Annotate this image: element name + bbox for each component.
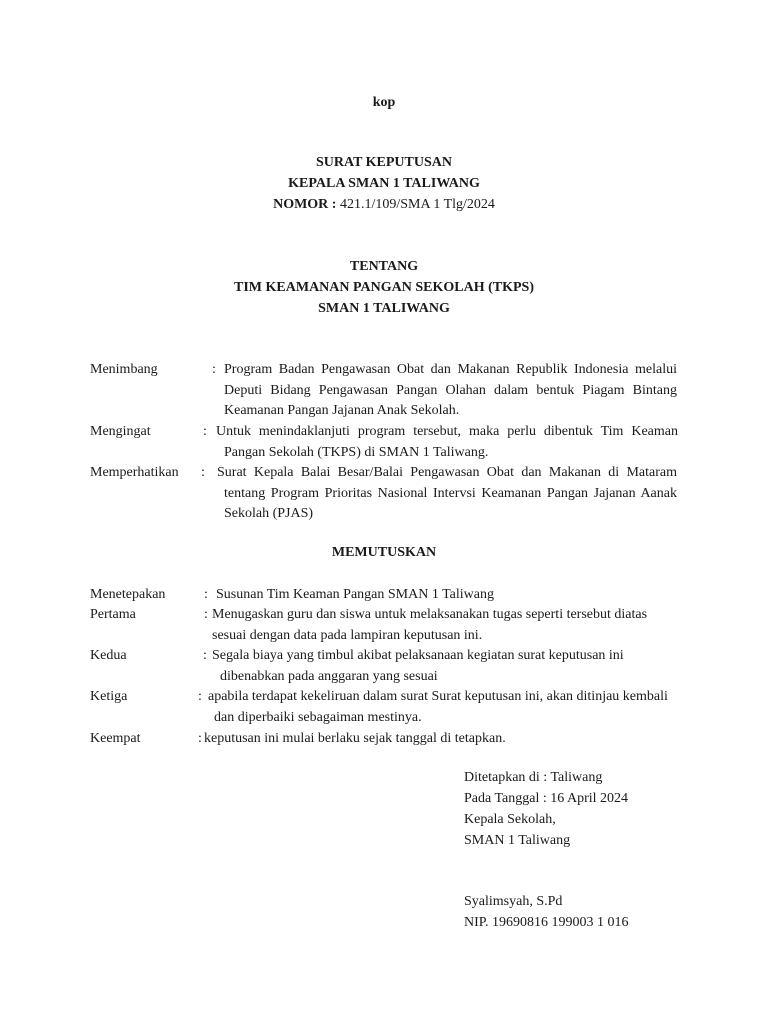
colon: : — [204, 607, 208, 622]
document-number — [0, 195, 768, 215]
document-number-label: NOMOR : — [273, 197, 337, 212]
consideration-label: Menimbang — [90, 362, 158, 377]
consideration-label: Memperhatikan — [90, 465, 179, 480]
document-issuer: KEPALA SMAN 1 TALIWANG — [288, 176, 480, 191]
colon: : — [203, 648, 207, 663]
document-title: SURAT KEPUTUSAN — [315, 155, 452, 170]
decision-label: Kedua — [90, 648, 127, 663]
letterhead-placeholder: kop — [372, 95, 396, 110]
consideration-menimbang — [90, 360, 690, 422]
colon: : — [212, 362, 216, 377]
colon: : — [204, 587, 208, 602]
decision-text: Menugaskan guru dan siswa untuk melaksanakan tugas seperti tersebut diatas sesuai dengan data pada lampiran keputusan ini. — [212, 607, 648, 643]
consideration-mengingat — [90, 422, 690, 463]
consideration-text-body: Untuk menindaklanjuti program tersebut, maka perlu dibentuk Tim Keaman Pangan Sekolah (TKPS) di SMAN 1 Taliwang. — [216, 424, 678, 460]
colon: : — [198, 689, 202, 704]
subject-title: TIM KEAMANAN PANGAN SEKOLAH (TKPS) — [234, 280, 534, 295]
decision-ketiga — [90, 687, 690, 728]
signature-name: Syalimsyah, S.Pd — [464, 894, 563, 909]
decision-label: Keempat — [90, 731, 141, 746]
signature-place: Ditetapkan di : Taliwang — [464, 770, 603, 785]
decision-menetapkan — [90, 585, 690, 606]
signature-institution: SMAN 1 Taliwang — [464, 833, 571, 848]
decision-kedua — [90, 646, 690, 687]
decision-text: Segala biaya yang timbul akibat pelaksanaan kegiatan surat keputusan ini dibenabkan pada anggaran yang sesuai — [212, 648, 624, 684]
signature-nip: NIP. 19690816 199003 1 016 — [464, 915, 629, 930]
subject-school: SMAN 1 TALIWANG — [318, 301, 450, 316]
decision-keempat — [90, 729, 690, 750]
decision-label: Menetepakan — [90, 587, 166, 602]
decision-label: Pertama — [90, 607, 136, 622]
decides-heading: MEMUTUSKAN — [331, 545, 437, 560]
consideration-text: Surat Kepala Balai Besar/Balai Pengawasan Obat dan Makanan di Mataram tentang Program Prioritas Nasional Intervsi Keamanan Pangan Jajanan Aanak Sekolah (PJAS) — [217, 465, 677, 521]
decision-pertama — [90, 605, 690, 646]
signature-position: Kepala Sekolah, — [464, 812, 556, 827]
colon: : — [203, 424, 207, 439]
consideration-text — [216, 422, 678, 463]
decision-text: apabila terdapat kekeliruan dalam surat Surat keputusan ini, akan ditinjau kembali dan diperbaiki sebagaiman mestinya. — [208, 689, 668, 725]
colon: : — [198, 731, 202, 746]
decision-text: keputusan ini mulai berlaku sejak tanggal di tetapkan. — [204, 731, 506, 746]
decision-label: Ketiga — [90, 689, 128, 704]
decision-text: Susunan Tim Keaman Pangan SMAN 1 Taliwang — [216, 587, 494, 602]
subject-heading: TENTANG — [349, 259, 419, 274]
consideration-text: Program Badan Pengawasan Obat dan Makanan Republik Indonesia melalui Deputi Bidang Pengawasan Pangan Olahan dalam bentuk Piagam Bintang Keamanan Pangan Jajanan Anak Sekolah. — [224, 362, 677, 418]
consideration-memperhatikan — [90, 463, 690, 525]
colon: : — [201, 465, 205, 480]
document-number-value: 421.1/109/SMA 1 Tlg/2024 — [339, 197, 495, 212]
consideration-label: Mengingat — [90, 424, 151, 439]
signature-date: Pada Tanggal : 16 April 2024 — [464, 791, 629, 806]
